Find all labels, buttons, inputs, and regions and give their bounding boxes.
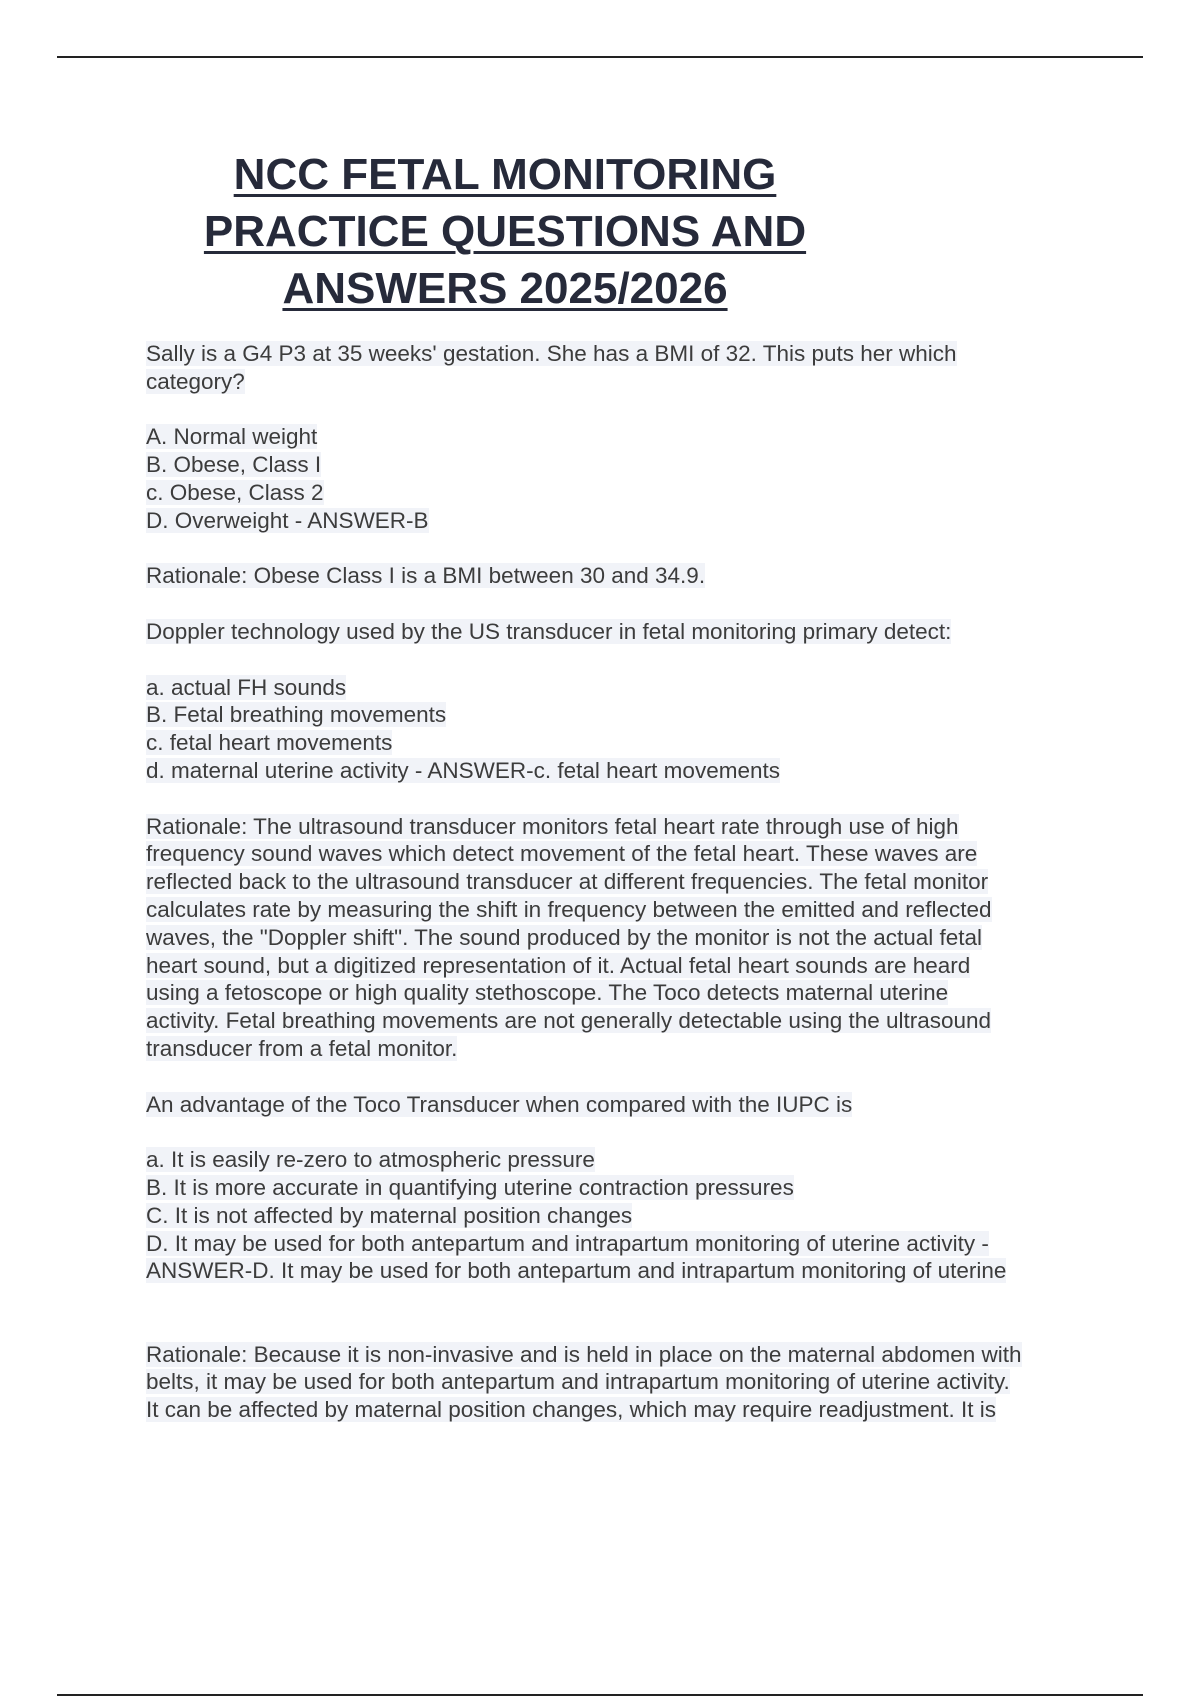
rationale-text: waves, the "Doppler shift". The sound produced by the monitor is not the actual fetal xyxy=(146,924,983,950)
rationale-text: Rationale: Obese Class I is a BMI between 30 and 34.9. xyxy=(146,563,706,589)
rationale-text: using a fetoscope or high quality stethoscope. The Toco detects maternal uterine xyxy=(146,980,949,1006)
question-text: An advantage of the Toco Transducer when compared with the IUPC is xyxy=(146,1091,853,1117)
answer-option: c. Obese, Class 2 xyxy=(146,479,324,505)
document-body xyxy=(146,340,1106,1424)
title-line: NCC FETAL MONITORING xyxy=(233,150,777,199)
bottom-rule xyxy=(57,1694,1143,1696)
title-line: ANSWERS 2025/2026 xyxy=(282,264,728,313)
question-text: Sally is a G4 P3 at 35 weeks' gestation. She has a BMI of 32. This puts her which xyxy=(146,341,957,366)
rationale-text: activity. Fetal breathing movements are not generally detectable using the ultrasound xyxy=(146,1008,992,1034)
answer-option: D. It may be used for both antepartum and intrapartum monitoring of uterine activity - xyxy=(146,1230,989,1256)
rationale-text: Rationale: Because it is non-invasive and is held in place on the maternal abdomen with xyxy=(146,1341,1022,1367)
title-line: PRACTICE QUESTIONS AND xyxy=(203,207,807,256)
answer-option: B. Obese, Class I xyxy=(146,452,322,478)
rationale-text: It can be affected by maternal position changes, which may require readjustment. It is xyxy=(146,1397,997,1423)
rationale-text: Rationale: The ultrasound transducer monitors fetal heart rate through use of high xyxy=(146,813,959,839)
rationale-text: belts, it may be used for both antepartum and intrapartum monitoring of uterine activity. xyxy=(146,1369,1010,1395)
answer-option: B. It is more accurate in quantifying uterine contraction pressures xyxy=(146,1174,794,1200)
rationale-text: heart sound, but a digitized representation of it. Actual fetal heart sounds are heard xyxy=(146,952,971,978)
answer-option: ANSWER-D. It may be used for both antepartum and intrapartum monitoring of uterine xyxy=(146,1258,1007,1284)
answer-option: c. fetal heart movements xyxy=(146,730,393,756)
top-rule xyxy=(57,56,1143,58)
rationale-text: transducer from a fetal monitor. xyxy=(146,1035,458,1061)
answer-option: D. Overweight - ANSWER-B xyxy=(146,507,429,533)
answer-option: a. actual FH sounds xyxy=(146,674,347,700)
answer-option: B. Fetal breathing movements xyxy=(146,702,447,728)
rationale-text: calculates rate by measuring the shift in frequency between the emitted and reflected xyxy=(146,896,992,922)
page-title xyxy=(150,146,860,317)
question-text: category? xyxy=(146,368,245,394)
answer-option: A. Normal weight xyxy=(146,424,318,450)
answer-option: a. It is easily re-zero to atmospheric pressure xyxy=(146,1147,595,1173)
answer-option: d. maternal uterine activity - ANSWER-c. fetal heart movements xyxy=(146,757,780,783)
rationale-text: reflected back to the ultrasound transducer at different frequencies. The fetal monitor xyxy=(146,869,989,895)
rationale-text: frequency sound waves which detect movement of the fetal heart. These waves are xyxy=(146,841,978,867)
answer-option: C. It is not affected by maternal position changes xyxy=(146,1202,633,1228)
question-text: Doppler technology used by the US transducer in fetal monitoring primary detect: xyxy=(146,618,952,644)
